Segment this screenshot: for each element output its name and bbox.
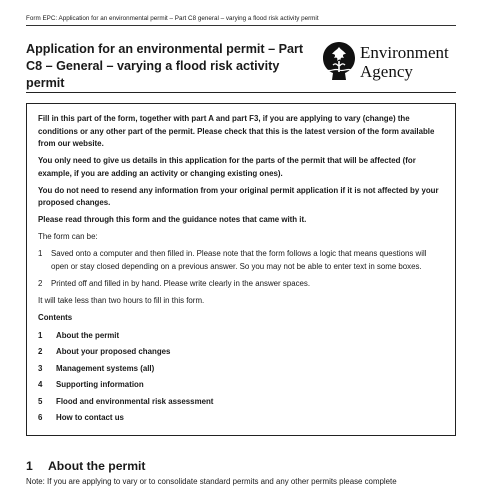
contents-item-label: How to contact us <box>56 413 124 422</box>
contents-item-number: 3 <box>38 363 43 373</box>
contents-item-number: 6 <box>38 413 43 422</box>
contents-item-number: 1 <box>38 330 43 340</box>
contents-item[interactable] <box>38 361 444 378</box>
section-1-note: Note: If you are applying to vary or to consolidate standard permits and any other permits please complete <box>26 477 397 486</box>
section-1-number: 1 <box>26 459 33 473</box>
contents-list <box>38 328 444 427</box>
contents-item[interactable] <box>38 394 444 411</box>
contents-item-label: Flood and environmental risk assessment <box>56 396 214 406</box>
logo-text-line-1: Environment <box>360 43 449 62</box>
intro-paragraph-5: The form can be: <box>38 232 98 241</box>
form-option-2-number: 2 <box>38 278 43 288</box>
form-option-1-text: Saved onto a computer and then filled in. Please note that the form follows a logic that means questions will open or stay closed depending on a previous answer. So you may not be able to enter text in some boxes. <box>51 249 427 271</box>
form-option-2 <box>38 278 444 291</box>
contents-item[interactable] <box>38 377 444 394</box>
section-1-title: About the permit <box>48 459 146 473</box>
environment-agency-logo <box>320 40 456 86</box>
contents-heading: Contents <box>38 312 73 322</box>
form-option-1-number: 1 <box>38 249 43 258</box>
contents-item-label: About your proposed changes <box>56 347 171 356</box>
contents-item-number: 4 <box>38 380 43 389</box>
contents-item-number: 2 <box>38 347 43 356</box>
intro-paragraph-4: Please read through this form and the guidance notes that came with it. <box>38 215 307 224</box>
title-divider <box>26 92 456 93</box>
contents-item[interactable] <box>38 328 444 345</box>
intro-paragraph-2: You only need to give us details in this application for the parts of the permit that will be affected (for example, if you are adding an activity or changing existing ones). <box>38 156 416 178</box>
contents-item-label: Supporting information <box>56 380 144 389</box>
environment-agency-emblem-icon <box>320 40 358 82</box>
running-header: Form EPC: Application for an environmental permit – Part C8 general – varying a flood risk activity permit <box>26 15 456 26</box>
instructions-box <box>26 103 456 436</box>
form-title: Application for an environmental permit – Part C8 – General – varying a flood risk activity permit <box>26 42 304 90</box>
contents-item-label: Management systems (all) <box>56 363 155 373</box>
form-option-1 <box>38 248 444 273</box>
contents-item-label: About the permit <box>56 330 120 340</box>
section-1-heading <box>26 458 146 474</box>
contents-item-number: 5 <box>38 396 43 406</box>
logo-text-line-2: Agency <box>360 62 413 81</box>
form-option-2-text: Printed off and filled in by hand. Please write clearly in the answer spaces. <box>51 278 311 288</box>
intro-paragraph-1: Fill in this part of the form, together with part A and part F3, if you are applying to vary (change) the conditions or any other part of the permit. Please check that this is the latest version of the form available from our website. <box>38 114 435 148</box>
intro-paragraph-3: You do not need to resend any information from your original permit application if it is not affected by your proposed changes. <box>38 185 439 207</box>
intro-paragraph-6: It will take less than two hours to fill in this form. <box>38 295 205 305</box>
contents-item[interactable] <box>38 344 444 361</box>
contents-item[interactable] <box>38 410 444 427</box>
